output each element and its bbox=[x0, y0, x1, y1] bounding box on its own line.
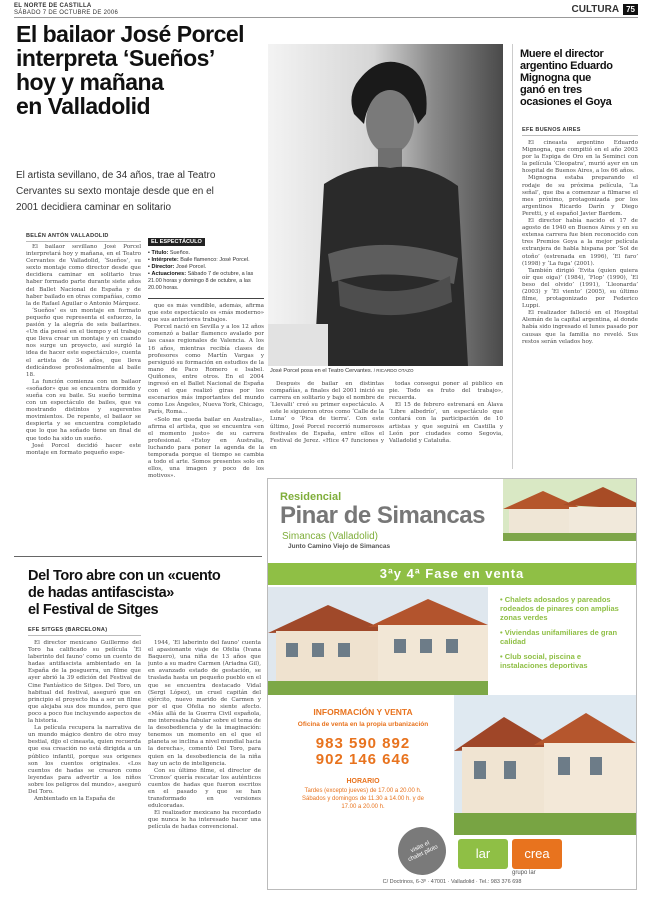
main-headline bbox=[16, 22, 266, 118]
side-byline-rule bbox=[522, 135, 638, 136]
photo-caption: José Porcel posa en el Teatro Cervantes. / RICARDO OTAZO bbox=[270, 368, 414, 374]
headline-line: Muere el director bbox=[520, 48, 604, 60]
side-article-body bbox=[522, 140, 638, 468]
headline-line: Del Toro abre con un «cuento bbox=[28, 568, 221, 584]
ad-phone-2[interactable]: 902 146 646 bbox=[315, 751, 411, 768]
lar-logo: lar bbox=[458, 839, 508, 869]
houses-middle-illustration bbox=[268, 587, 488, 695]
main-article-col2 bbox=[148, 303, 264, 549]
ad-feature: • Club social, piscina e instalaciones deportivas bbox=[500, 652, 588, 670]
real-estate-ad[interactable] bbox=[267, 478, 637, 890]
paragraph: «Solo me queda bailar en Australia», afirma el artista, que se encuentra «en el momento justo» de su carrera profesional. «Estoy en Australia, luchando para poner la agenda de la temporada porque el tiempo se cambia a todo el arte. Somos presentes solo en ellos, una imagen y poco de los motivos». bbox=[148, 416, 264, 480]
fact-item: ▪ Título: Sueños. bbox=[148, 250, 191, 256]
photo-credit: RICARDO OTAZO bbox=[376, 368, 414, 373]
ad-hours-title: HORARIO bbox=[346, 778, 380, 785]
bottom-headline bbox=[28, 568, 268, 619]
paragraph: El realizador mexicano ha recordado que nunca le ha interesado hacer una película de hadas convencional. bbox=[148, 810, 261, 831]
paragraph: que es más vendible, además, afirma que este espectáculo es «más moderno» que sus anteriores trabajos. bbox=[148, 303, 264, 324]
paragraph: Porcel nació en Sevilla y a los 12 años comenzó a bailar flamenco avalado por las casas regionales de Valencia. A los 16 años, mientras recibía clases de profesores como Martín Vargas y persiguió su formación en estudios de la mano de Paco Romero e Isabel. Quiñones, entre otros. En el 2004 ingresó en el Ballet Nacional de España con el que realizó giras por los escenarios más importantes del mundo como Los Ángeles, Nueva York, Chicago, París, Roma… bbox=[148, 324, 264, 416]
caption-text: José Porcel posa en el Teatro Cervantes. bbox=[270, 368, 373, 374]
ad-info-title: INFORMACIÓN Y VENTA bbox=[313, 707, 413, 717]
fact-box-title: EL ESPECTÁCULO bbox=[148, 238, 205, 246]
ad-address: C/ Doctrinos, 6-3º · 47001 · Valladolid · Tel.: 983 376 698 bbox=[382, 879, 522, 885]
paragraph: También dirigió ‘Evita (quien quiera oír que oiga)’ (1984), ‘Flop’ (1990), ‘El beso del olvido’ (1991), ‘Lleonarda’ (2003) y ‘El viento’ (2005), su último filme, protagonizado por Federico Luppi. bbox=[522, 267, 638, 310]
paragraph: El director había nacido el 17 de agosto de 1940 en Buenos Aires y en su extensa carrera fue bien reconocido con tres Premios Goya a la mejor película extranjera de habla hispana por ‘Sol de otoño’ (estrenada en 1996), ‘El faro’ (1998) y ‘La fuga’ (2001). bbox=[522, 218, 638, 267]
headline-line: en Valladolid bbox=[16, 93, 151, 119]
paragraph: El director mexicano Guillermo del Toro ha calificado su película ‘El laberinto del fauno’ como un cuento de hadas antifascista ambientado en la España de la posguerra, un filme que ayer abrió la 39 edición del Festival de Cine Fantástico de Sitges. Del Toro, un habitual del festival, aseguró que en principio el proyecto iba a ser un filme que alejaba sus dos mundos, pero que poco a poco fue incluyendo aspectos de la historia. bbox=[28, 640, 141, 725]
paragraph: El realizador falleció en el Hospital Alemán de la capital argentina, al donde había sido ingresado el lunes pasado por causas que la familia no reveló. Sus restos serán velados hoy. bbox=[522, 310, 638, 345]
page-header-right bbox=[572, 4, 639, 15]
paragraph: Con su último filme, el director de ‘Cronos’ quería rescatar los auténticos cuentos de hadas que fueron escritos en el pasado y que se han transformado en versiones edulcoradas. bbox=[148, 767, 261, 810]
fact-box-items bbox=[148, 250, 264, 292]
fact-item: ▪ Intérprete: Baile flamenco: José Porcel. bbox=[148, 257, 250, 263]
headline-line: de hadas antifascista» bbox=[28, 585, 174, 601]
paragraph: El cineasta argentino Eduardo Mignogna, que compitió en el año 2003 por la Espiga de Oro en la Seminci con la película ‘Cleopatra’, murió ayer en un hospital de Buenos Aires, a los 66 años. bbox=[522, 140, 638, 175]
headline-line: el Festival de Sitges bbox=[28, 602, 159, 618]
headline-line: Mignogna que bbox=[520, 72, 591, 84]
issue-date: SÁBADO 7 DE OCTUBRE DE 2006 bbox=[14, 10, 119, 16]
ad-location: Simancas (Valladolid) bbox=[282, 531, 378, 542]
side-headline bbox=[520, 48, 640, 108]
bottom-byline-rule bbox=[28, 635, 141, 636]
side-byline: EFE BUENOS AIRES bbox=[522, 127, 581, 133]
paragraph: 1944, ‘El laberinto del fauno’ cuenta el apasionante viaje de Ofelia (Ivana Baquero), una niña de 13 años que junto a su madre Carmen (Ariadna Gil), en avanzado estado de gestación, se traslada hasta un pequeño pueblo en el que se encuentra destacado Vidal (Sergi López), un cruel capitán del ejército, nuevo marido de Carmen y por el que Ofelia no siente afecto. «Más allá de la Guerra Civil española, me interesaba fabular sobre el tema de la desobediencia y de la imaginación: tenemos un momento en el que el planeta se inclina a nivel mundial hacia la derecha», comentó Del Toro, para quien en la desobediencia de la niña hay un acto de inteligencia. bbox=[148, 640, 261, 767]
newspaper-name: EL NORTE DE CASTILLA bbox=[14, 3, 92, 9]
headline-line: argentino Eduardo bbox=[520, 60, 613, 72]
column-separator bbox=[512, 44, 513, 469]
headline-line: ganó en tres bbox=[520, 84, 582, 96]
ad-feature: • Viviendas unifamiliares de gran calidad bbox=[500, 628, 618, 646]
headline-line: hoy y mañana bbox=[16, 69, 164, 95]
paragraph: todas conseguí poner al público en pie. Todo es fruto del trabajo», recuerda. bbox=[389, 381, 503, 402]
paragraph: José Porcel decidió hacer este montaje en formato pequeño espe- bbox=[26, 442, 141, 456]
paragraph: La película recupera la narrativa de un mundo mágico dentro de otro muy bestial, dijo el cineasta, quien recuerda que esa creación no está dirigida a un público infantil, porque sus origenes son los cuentos originales. «Los cuentos de hadas se crearon como leyendas para advertir a los niños sobre los peligros del mundo», aseguró Del Toro. bbox=[28, 725, 141, 795]
dancer-photo-illustration bbox=[268, 44, 503, 366]
headline-line: ocasiones el Goya bbox=[520, 96, 612, 108]
bottom-article-col2 bbox=[148, 640, 261, 895]
houses-top-illustration bbox=[503, 479, 637, 541]
ad-banner-text: 3ªy 4ª Fase en venta bbox=[379, 566, 525, 581]
ad-brand-line2: Pinar de Simancas bbox=[280, 502, 485, 529]
main-deck bbox=[16, 168, 271, 216]
headline-line: El bailaor José Porcel bbox=[16, 21, 245, 47]
page-number: 75 bbox=[623, 4, 638, 15]
fact-item: ▪ Actuaciones: Sábado 7 de octubre, a las 21.00 horas y domingo 8 de octubre, a las 20.00 horas. bbox=[148, 271, 254, 291]
headline-line: interpreta ‘Sueños’ bbox=[16, 45, 215, 71]
ad-brand-line1: Residencial bbox=[280, 491, 342, 503]
ad-hours-text: Tardes (excepto jueves) de 17.00 a 20.00 h. Sábados y domingos de 11.30 a 14.00 h. y de 17.00 a 20.00 h. bbox=[302, 788, 424, 810]
bottom-byline: EFE SITGES (BARCELONA) bbox=[28, 627, 108, 633]
bottom-article-col1 bbox=[28, 640, 141, 895]
paragraph: El bailaor sevillano José Porcel interpretará hoy y mañana, en el Teatro Cervantes de Valladolid, ‘Sueños’, su sexto montaje como director desde que decidiera caminar en solitario tras haber formado parte durante siete años del Ballet Nacional de España y de haber bailado en otras compañías, como la de Rafael Aguilar o Antonio Márquez. bbox=[26, 244, 141, 307]
paragraph: Mignogna estaba preparando el rodaje de su próxima película, ‘La señal’, que iba a comenzar a filmarse el mes próximo, protagonizada por los argentinos Ricardo Darín y Diego Peretti, y el español Javier Bardem. bbox=[522, 175, 638, 217]
main-article-col3 bbox=[270, 381, 384, 469]
paragraph: Después de bailar en distintas compañías, a finales del 2001 inició su carrera en solitario y bajo el nombre de ‘Llevalli’ creó su primer espectáculo. A este le siguieron otros como ‘Calle de la Luna’ o ‘Pica de tierra’. Con este último, José Porcel recorrió numerosos festivales de España, entre ellos el Festival de Jerez. «Hice 47 funciones y en bbox=[270, 381, 384, 451]
main-article-col4 bbox=[389, 381, 503, 469]
ad-banner bbox=[268, 563, 636, 585]
deck-line: 2001 decidiera caminar en solitario bbox=[16, 202, 172, 213]
dancer-photo bbox=[268, 44, 503, 366]
ad-info-sub: Oficina de venta en la propia urbanización bbox=[297, 721, 429, 728]
ad-feature: • Chalets adosados y pareados rodeados de pinares con amplias zonas verdes bbox=[500, 595, 619, 622]
header-rule bbox=[14, 17, 638, 18]
paragraph: Ambientado en la España de bbox=[34, 796, 116, 803]
crea-logo: crea bbox=[512, 839, 562, 869]
fact-box bbox=[148, 228, 264, 292]
deck-line: Cervantes su sexto montaje desde que en el bbox=[16, 186, 214, 197]
ad-features bbox=[500, 595, 628, 670]
group-logo-text: grupo lar bbox=[512, 870, 536, 876]
ad-visit-badge[interactable]: visite el chalet piloto bbox=[390, 819, 454, 883]
ad-phone-1[interactable]: 983 590 892 bbox=[315, 735, 411, 752]
houses-bottom-illustration bbox=[454, 695, 636, 835]
ad-subtitle: Junto Camino Viejo de Simancas bbox=[288, 543, 391, 550]
byline-rule bbox=[26, 241, 141, 242]
paragraph: ‘Sueños’ es un montaje en formato pequeño que representa el esfuerzo, la pasión y la alegría de seis bailarines. «Un día pensé en el tiempo y el trabajo que lleva crear un montaje y en cuando nos surge un proyecto, así surgió la idea de hacer este espectáculo», cuenta el artista de 34 años, que lleva dedicándose profesionalmente al baile 18. bbox=[26, 307, 141, 378]
ad-contact-block bbox=[288, 707, 438, 811]
main-article-col1 bbox=[26, 244, 141, 550]
main-byline: BELÉN ANTÓN VALLADOLID bbox=[26, 233, 109, 239]
deck-line: El artista sevillano, de 34 años, trae al Teatro bbox=[16, 170, 216, 181]
page-header-left bbox=[14, 3, 118, 17]
fact-item: ▪ Director: José Porcel. bbox=[148, 264, 207, 270]
paragraph: La función comienza con un bailaor «soñador» que se encuentra dormido y sueña con su baile. Su sueño termina con un espectáculo de bailes, que va mostrando distintos y sugerentes movimientos. De repente, el bailaor se despierta y se encuentra completado que lo que ha soñado tiene un final de que todo ha sido un sueño. bbox=[26, 378, 141, 442]
fact-box-rule bbox=[148, 298, 264, 299]
section-rule bbox=[14, 556, 262, 557]
paragraph: El 15 de febrero estrenará en Álava ‘Libre albedrío’, un espectáculo que contará con la participación de 10 artistas y que seguirá en Castilla y León por ciudades como Segovia, Valladolid y Cataluña. bbox=[389, 402, 503, 444]
section-name: CULTURA bbox=[571, 4, 620, 15]
